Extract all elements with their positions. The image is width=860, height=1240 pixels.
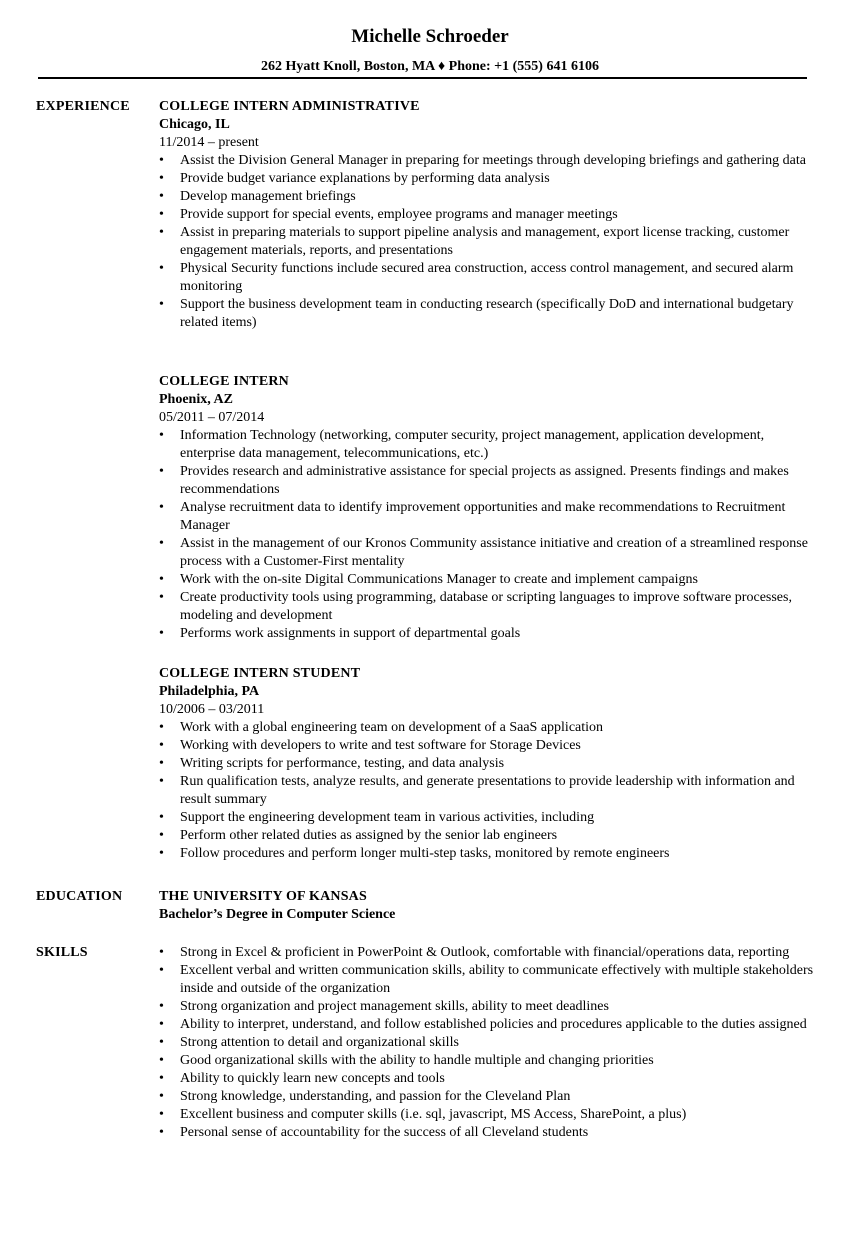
list-item: • Performs work assignments in support of departmental goals [159,625,819,643]
list-item: • Assist the Division General Manager in preparing for meetings through developing briefings and gathering data [159,152,819,170]
list-item: • Good organizational skills with the ability to handle multiple and changing priorities [159,1052,819,1070]
contact-line: 262 Hyatt Knoll, Boston, MA ♦ Phone: +1 (555) 641 6106 [261,59,599,74]
degree: Bachelor’s Degree in Computer Science [159,907,396,922]
list-item: • Working with developers to write and test software for Storage Devices [159,737,819,755]
list-item: • Work with the on-site Digital Communications Manager to create and implement campaigns [159,571,819,589]
list-item: • Strong organization and project management skills, ability to meet deadlines [159,998,819,1016]
school-name: THE UNIVERSITY OF KANSAS [159,889,367,904]
list-item: • Develop management briefings [159,188,819,206]
list-item: • Writing scripts for performance, testing, and data analysis [159,755,819,773]
list-item: • Support the business development team in conducting research (specifically DoD and international budgetary related items) [159,296,819,332]
skills-body [159,944,819,1142]
list-item: • Create productivity tools using programming, database or scripting languages to improve software processes, modeling and development [159,589,819,625]
list-item: • Ability to interpret, understand, and follow established policies and procedures applicable to the duties assigned [159,1016,819,1034]
list-item: • Strong in Excel & proficient in PowerPoint & Outlook, comfortable with financial/operations data, reporting [159,944,819,962]
list-item: • Run qualification tests, analyze results, and generate presentations to provide leadership with information and result summary [159,773,819,809]
resume-name: Michelle Schroeder [351,26,509,47]
list-item: • Analyse recruitment data to identify improvement opportunities and make recommendations to Recruitment Manager [159,499,819,535]
section-label-education: EDUCATION [36,889,123,904]
list-item: • Provides research and administrative assistance for special projects as assigned. Presents findings and makes recommendations [159,463,819,499]
list-item: • Strong attention to detail and organizational skills [159,1034,819,1052]
list-item: • Provide support for special events, employee programs and manager meetings [159,206,819,224]
job-location: Philadelphia, PA [159,684,260,699]
skills-list [159,944,819,1142]
section-label-experience: EXPERIENCE [36,99,130,114]
job-title: COLLEGE INTERN [159,374,289,389]
list-item: • Assist in preparing materials to support pipeline analysis and management, export license tracking, customer engagement materials, reports, and presentations [159,224,819,260]
list-item: • Strong knowledge, understanding, and passion for the Cleveland Plan [159,1088,819,1106]
education-body [159,888,819,924]
job-entry [159,98,819,332]
list-item: • Support the engineering development team in various activities, including [159,809,819,827]
list-item: • Personal sense of accountability for the success of all Cleveland students [159,1124,819,1142]
list-item: • Perform other related duties as assigned by the senior lab engineers [159,827,819,845]
job-entry [159,665,819,863]
job-location: Chicago, IL [159,117,230,132]
job-title: COLLEGE INTERN ADMINISTRATIVE [159,99,420,114]
job-bullets [159,152,819,332]
list-item: • Assist in the management of our Kronos Community assistance initiative and creation of a streamlined response process with a Customer-First mentality [159,535,819,571]
job-dates: 05/2011 – 07/2014 [159,410,265,425]
job-bullets [159,719,819,863]
list-item: • Excellent business and computer skills (i.e. sql, javascript, MS Access, SharePoint, a plus) [159,1106,819,1124]
job-entry [159,373,819,643]
job-location: Phoenix, AZ [159,392,233,407]
list-item: • Information Technology (networking, computer security, project management, application development, enterprise data management, telecommunications, etc.) [159,427,819,463]
list-item: • Work with a global engineering team on development of a SaaS application [159,719,819,737]
header-divider [38,77,807,79]
list-item: • Follow procedures and perform longer multi-step tasks, monitored by remote engineers [159,845,819,863]
list-item: • Provide budget variance explanations by performing data analysis [159,170,819,188]
list-item: • Excellent verbal and written communication skills, ability to communicate effectively with multiple stakeholders inside and outside of the organization [159,962,819,998]
list-item: • Physical Security functions include secured area construction, access control management, and secured alarm monitoring [159,260,819,296]
section-label-skills: SKILLS [36,945,88,960]
list-item: • Ability to quickly learn new concepts and tools [159,1070,819,1088]
job-bullets [159,427,819,643]
job-dates: 11/2014 – present [159,135,259,150]
job-title: COLLEGE INTERN STUDENT [159,666,361,681]
job-dates: 10/2006 – 03/2011 [159,702,265,717]
